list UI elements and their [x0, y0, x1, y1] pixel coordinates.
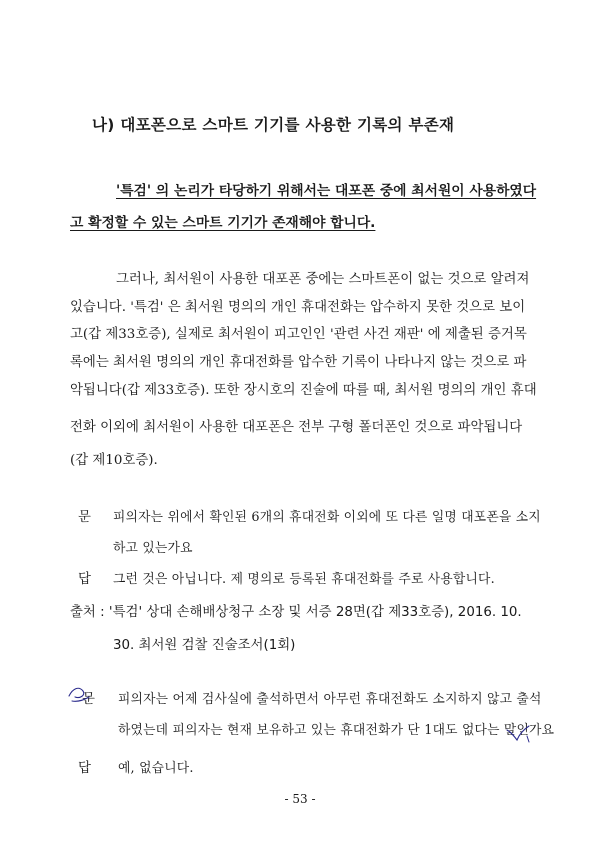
emphasis-line-2: 고 확정할 수 있는 스마트 기기가 존재해야 합니다.: [70, 215, 376, 231]
source-line-1: 출처 : '특검' 상대 손해배상청구 소장 및 서증 28면(갑 제33호증), 2016. 10.: [70, 605, 522, 620]
question-2-line-2: 하였는데 피의자는 현재 보유하고 있는 휴대전화가 단 1대도 없다는 말인가요: [118, 723, 555, 738]
paragraph-line-3: 고(갑 제33호증), 실제로 최서원이 피고인인 '관련 사건 재판' 에 제출된 증거목: [70, 327, 527, 342]
section-heading: 나) 대포폰으로 스마트 기기를 사용한 기록의 부존재: [92, 116, 455, 134]
paragraph-line-1: 그러나, 최서원이 사용한 대포폰 중에는 스마트폰이 없는 것으로 알려져: [116, 272, 530, 287]
question-line-2: 하고 있는가요: [113, 541, 193, 556]
answer-line: 그런 것은 아닙니다. 제 명의로 등록된 휴대전화를 주로 사용합니다.: [113, 572, 495, 587]
page-number: - 53 -: [284, 792, 316, 806]
paragraph-line-5: 악됩니다(갑 제33호증). 또한 장시호의 진술에 따를 때, 최서원 명의의 개인 휴대: [70, 383, 537, 398]
answer-2-line: 예, 없습니다.: [118, 761, 194, 776]
question-line-1: 피의자는 위에서 확인된 6개의 휴대전화 이외에 또 다른 일명 대포폰을 소지: [113, 510, 541, 525]
emphasis-line-1: '특검' 의 논리가 타당하기 위해서는 대포폰 중에 최서원이 사용하였다: [116, 183, 537, 199]
paragraph-line-7: (갑 제10호증).: [70, 453, 158, 468]
source-line-2: 30. 최서원 검찰 진술조서(1회): [113, 638, 296, 653]
paragraph-line-6: 전화 이외에 최서원이 사용한 대포폰은 전부 구형 폴더폰인 것으로 파악됩니다: [70, 420, 523, 435]
question-2-line-1: 피의자는 어제 검사실에 출석하면서 아무런 휴대전화도 소지하지 않고 출석: [118, 692, 542, 707]
paragraph-line-4: 록에는 최서원 명의의 개인 휴대전화를 압수한 기록이 나타나지 않는 것으로 파: [70, 355, 527, 370]
question-tag-2: 문: [82, 692, 95, 707]
paragraph-line-2: 있습니다. '특검' 은 최서원 명의의 개인 휴대전화는 압수하지 못한 것으로 보이: [70, 300, 526, 315]
answer-tag: 답: [78, 572, 91, 587]
question-tag: 문: [78, 510, 91, 525]
answer-tag-2: 답: [78, 761, 91, 776]
